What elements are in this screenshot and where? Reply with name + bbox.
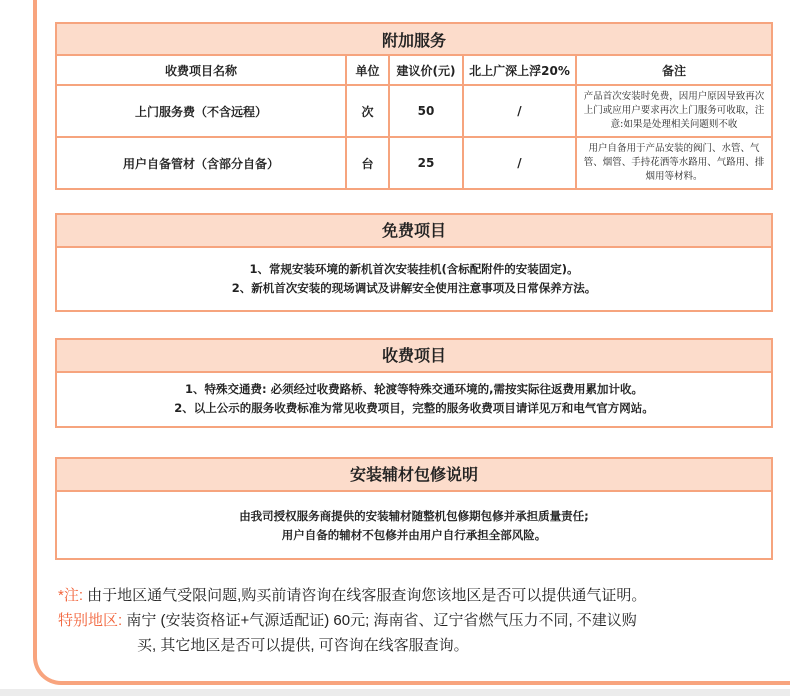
col-header-price: 建议价(元) <box>389 55 463 85</box>
special-text-cont: 买, 其它地区是否可以提供, 可咨询在线客服查询。 <box>137 637 469 654</box>
cell-name: 上门服务费（不含远程） <box>56 85 346 137</box>
cell-surcharge: / <box>463 85 576 137</box>
note-text: 由于地区通气受限问题,购买前请咨询在线客服查询您该地区是否可以提供通气证明。 <box>83 587 647 604</box>
charged-items-box <box>55 338 773 428</box>
cell-note: 产品首次安装时免费，因用户原因导致再次上门或应用户要求再次上门服务可收取，注意:如果是处理相关问题则不收 <box>576 85 772 137</box>
bottom-bar <box>0 689 790 696</box>
section-title: 收费项目 <box>57 340 771 373</box>
col-header-unit: 单位 <box>346 55 389 85</box>
col-header-surcharge: 北上广深上浮20% <box>463 55 576 85</box>
section-title: 免费项目 <box>57 215 771 248</box>
addon-services-table <box>55 22 773 190</box>
section-title: 安装辅材包修说明 <box>57 459 771 492</box>
col-header-name: 收费项目名称 <box>56 55 346 85</box>
note-label: *注: <box>58 587 84 604</box>
cell-price: 25 <box>389 137 463 189</box>
free-items-box <box>55 213 773 312</box>
cell-unit: 台 <box>346 137 389 189</box>
charged-line: 2、以上公示的服务收费标准为常见收费项目，完整的服务收费项目请详见万和电气官方网站。 <box>174 401 654 415</box>
cell-note: 用户自备用于产品安装的阀门、水管、气管、烟管、手持花洒等水路用、气路用、排烟用等材料。 <box>576 137 772 189</box>
table-title: 附加服务 <box>56 23 772 55</box>
cell-surcharge: / <box>463 137 576 189</box>
cell-unit: 次 <box>346 85 389 137</box>
special-label: 特别地区: <box>58 612 123 629</box>
table-row <box>56 85 772 137</box>
notes <box>58 583 778 658</box>
col-header-note: 备注 <box>576 55 772 85</box>
free-line: 1、常规安装环境的新机首次安装挂机(含标配附件的安装固定)。 <box>249 262 579 276</box>
table-row <box>56 137 772 189</box>
cell-name: 用户自备管材（含部分自备） <box>56 137 346 189</box>
free-line: 2、新机首次安装的现场调试及讲解安全使用注意事项及日常保养方法。 <box>231 281 597 295</box>
warranty-box <box>55 457 773 560</box>
cell-price: 50 <box>389 85 463 137</box>
warranty-line: 由我司授权服务商提供的安装辅材随整机包修期包修并承担质量责任; <box>239 509 589 523</box>
warranty-line: 用户自备的辅材不包修并由用户自行承担全部风险。 <box>281 528 547 542</box>
special-text: 南宁 (安装资格证+气源适配证) 60元; 海南省、辽宁省燃气压力不同, 不建议购 <box>122 612 637 629</box>
charged-line: 1、特殊交通费: 必须经过收费路桥、轮渡等特殊交通环境的,需按实际往返费用累加计收。 <box>185 382 643 396</box>
